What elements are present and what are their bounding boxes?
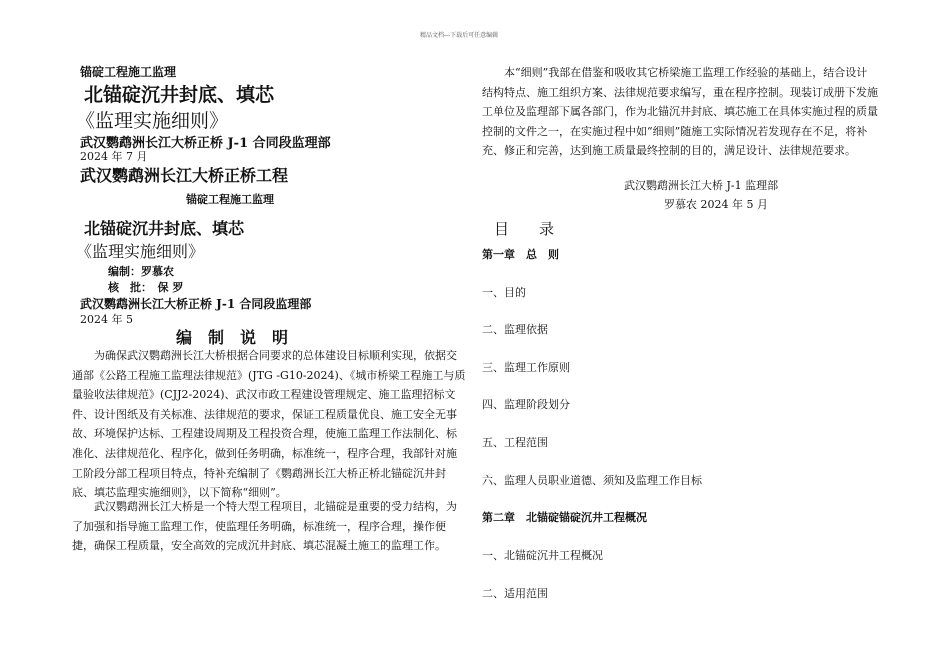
- intro-paragraph-1: 为确保武汉鹦鹉洲长江大桥根据合同要求的总体建设目标顺利实现，依据交通部《公路工程施工监理法律规范》(JTG -G10-2024)、《城市桥梁工程施工与质量验收法律规范》(CJJ2-2024)、武汉市政工程建设管理规定、施工监理招标文件、设计图纸及有关标准、法律规范的要求，保证工程质量优良、施工安全无事故、环境保护达标、工程建设周期及工程投资合理，使施工监理工作法制化、标准化、法律规范化、程序化，做到任务明确，标准统一，程序合理，我部针对施工阶段分部工程项目特点，特补充编制了《鹦鹉洲长江大桥正桥北锚碇沉井封底、填芯监理实施细则》，以下简称“细则”。: [72, 349, 466, 500]
- sign-org: 武汉鹦鹉洲长江大桥 J-1 监理部: [624, 179, 779, 192]
- cover2-title: 北锚碇沉井封底、填芯: [84, 219, 245, 238]
- cover1-title: 北锚碇沉井封底、填芯: [84, 84, 275, 106]
- sign-name: 罗慕农 2024 年 5 月: [664, 198, 768, 211]
- toc-item: 一、北锚碇沉井工程概况: [482, 549, 603, 562]
- header-note: 精品文档---下载后可任意编辑: [420, 32, 499, 39]
- cover2-subtitle: 《监理实施细则》: [76, 242, 205, 261]
- toc-item: 二、适用范围: [482, 587, 548, 600]
- toc-chapter-1: 第一章 总 则: [482, 248, 559, 261]
- toc-title: 目 录: [494, 220, 555, 238]
- cover2-project: 武汉鹦鹉洲长江大桥正桥工程: [80, 166, 289, 185]
- cover2-org: 武汉鹦鹉洲长江大桥正桥 J-1 合同段监理部: [80, 297, 312, 311]
- cover2-date: 2024 年 5: [80, 313, 133, 326]
- cover1-label: 锚碇工程施工监理: [80, 65, 177, 79]
- cover1-date: 2024 年 7 月: [80, 150, 148, 163]
- toc-item: 一、目的: [482, 286, 526, 299]
- cover2-label: 锚碇工程施工监理: [186, 193, 274, 206]
- cover1-subtitle: 《监理实施细则》: [76, 110, 229, 132]
- cover1-org: 武汉鹦鹉洲长江大桥正桥 J-1 合同段监理部: [80, 136, 331, 151]
- intro-paragraph-2: 武汉鹦鹉洲长江大桥是一个特大型工程项目，北锚碇是重要的受力结构，为了加强和指导施工监理工作，使监理任务明确，标准统一，程序合理，操作便捷，确保工程质量，安全高效的完成沉井封底、填芯混凝土施工的监理工作。: [72, 500, 457, 553]
- right-paragraph: 本“细则”我部在借鉴和吸收其它桥梁施工监理工作经验的基础上，结合设计结构特点、施工组织方案、法律规范要求编写，重在程序控制。现装订成册下发施工单位及监理部下属各部门，作为北锚沉井封底、填芯施工在具体实施过程的质量控制的文件之一，在实施过程中如“细则”随施工实际情况若发现存在不足，将补充、修正和完善，达到施工质量最终控制的目的，满足设计、法律规范要求。: [482, 66, 878, 158]
- cover2-author: 编制：罗慕农: [108, 265, 174, 278]
- toc-item: 三、监理工作原则: [482, 361, 570, 374]
- toc-item: 四、监理阶段划分: [482, 398, 570, 411]
- section-title: 编 制 说 明: [176, 328, 289, 347]
- cover2-reviewer: 核 批： 保 罗: [108, 281, 184, 294]
- toc-chapter-2: 第二章 北锚碇锚碇沉井工程概况: [482, 511, 647, 524]
- toc-item: 六、监理人员职业道德、须知及监理工作目标: [482, 474, 702, 487]
- toc-item: 二、监理依据: [482, 323, 548, 336]
- toc-item: 五、工程范围: [482, 436, 548, 449]
